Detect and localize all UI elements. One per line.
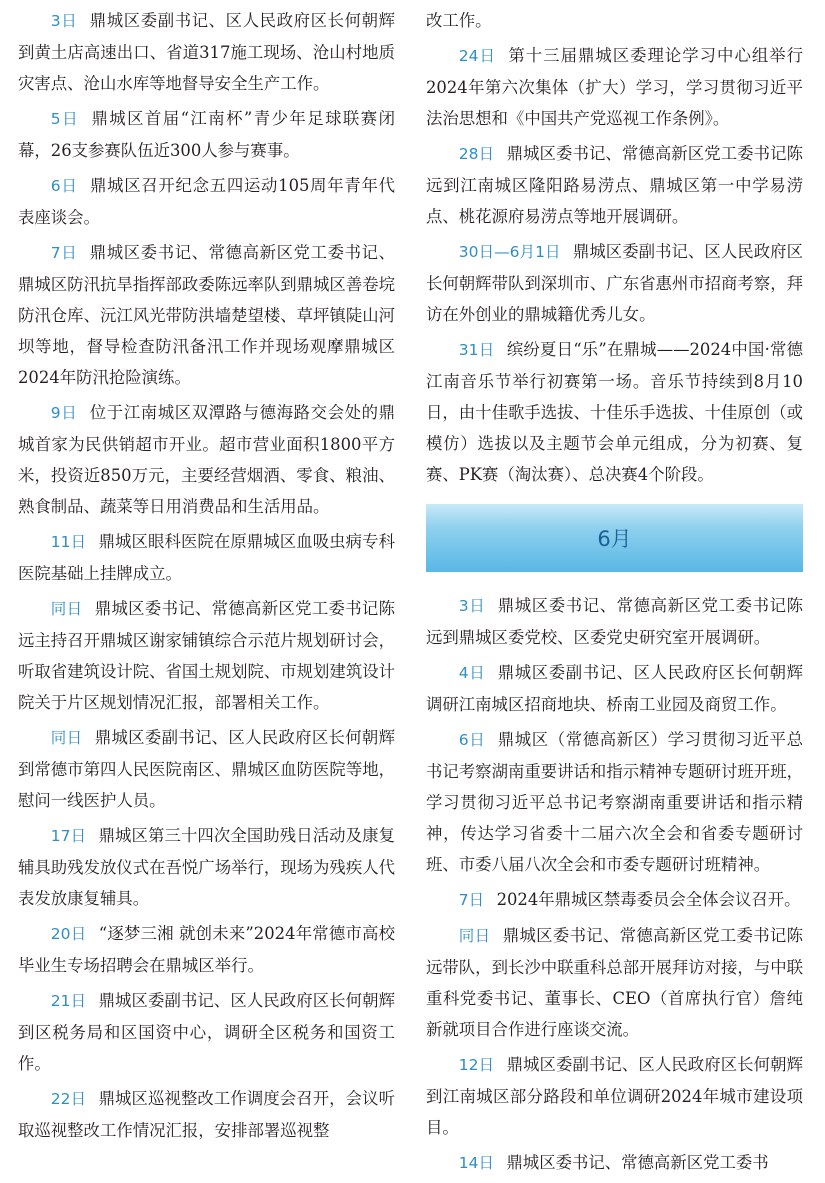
entry-may-6 [18, 170, 395, 233]
entry-may-20 [18, 918, 395, 981]
entry-text: 鼎城区委书记、常德高新区党工委书记陈远到江南城区隆阳路易涝点、鼎城区第一中学易涝点、桃花源府易涝点等地开展调研。 [426, 144, 803, 226]
entry-date: 22日 [50, 1090, 87, 1108]
entry-jun-12 [426, 1049, 803, 1143]
entry-date: 31日 [458, 341, 495, 359]
entry-text: 鼎城区委副书记、区人民政府区长何朝辉带队到深圳市、广东省惠州市招商考察，拜访在外创业的鼎城籍优秀儿女。 [426, 242, 803, 324]
entry-date: 14日 [458, 1154, 495, 1172]
entry-date: 7日 [458, 891, 485, 909]
entry-jun-7-b [426, 920, 803, 1045]
month-heading: 6月 [597, 527, 632, 551]
entry-date: 11日 [50, 533, 87, 551]
entry-text: 鼎城区眼科医院在原鼎城区血吸虫病专科医院基础上挂牌成立。 [18, 532, 395, 583]
entry-date: 28日 [458, 145, 495, 163]
entry-may-21 [18, 985, 395, 1079]
entry-text: 鼎城区委副书记、区人民政府区长何朝辉到黄土店高速出口、省道317施工现场、沧山村地质灾害点、沧山水库等地督导安全生产工作。 [18, 11, 395, 93]
entry-may-9 [18, 397, 395, 522]
entry-text: 鼎城区委副书记、区人民政府区长何朝辉到常德市第四人民医院南区、鼎城区血防医院等地，慰问一线医护人员。 [18, 728, 395, 810]
entry-date: 5日 [50, 110, 80, 128]
entry-jun-3 [426, 590, 803, 653]
entry-date: 30日—6月1日 [458, 243, 561, 261]
entry-text: 鼎城区第三十四次全国助残日活动及康复辅具助残发放仪式在吾悦广场举行，现场为残疾人代表发放康复辅具。 [18, 826, 395, 908]
entry-text: 鼎城区委副书记、区人民政府区长何朝辉调研江南城区招商地块、桥南工业园及商贸工作。 [426, 663, 803, 714]
entry-text: 鼎城区（常德高新区）学习贯彻习近平总书记考察湖南重要讲话和指示精神专题研讨班开班，学习贯彻习近平总书记考察湖南重要讲话和指示精神，传达学习省委十二届六次全会和省委专题研讨班、市委八届八次全会和市委专题研讨班精神。 [426, 730, 803, 874]
entry-may-11-c [18, 722, 395, 816]
entry-text: “逐梦三湘 就创未来”2024年常德市高校毕业生专场招聘会在鼎城区举行。 [18, 924, 395, 975]
entry-date: 17日 [50, 827, 87, 845]
entry-date: 6日 [50, 177, 78, 195]
entry-date: 同日 [50, 600, 83, 618]
entry-date: 12日 [458, 1056, 495, 1074]
entry-may-11 [18, 526, 395, 589]
entry-date: 3日 [458, 597, 486, 615]
entry-text: 鼎城区召开纪念五四运动105周年青年代表座谈会。 [18, 176, 395, 227]
month-heading-banner [426, 504, 803, 572]
entry-date: 21日 [50, 992, 87, 1010]
entry-jun-14 [426, 1147, 803, 1179]
entry-date: 7日 [50, 244, 78, 262]
entry-date: 6日 [458, 731, 486, 749]
entry-date: 3日 [50, 12, 78, 30]
entry-text: 鼎城区委副书记、区人民政府区长何朝辉到区税务局和区国资中心，调研全区税务和国资工作。 [18, 991, 395, 1073]
entry-jun-4 [426, 657, 803, 720]
entry-text: 鼎城区委书记、常德高新区党工委书记、鼎城区防汛抗旱指挥部政委陈远率队到鼎城区善卷垸防汛仓库、沅江风光带防洪墙楚望楼、草坪镇陡山河坝等地，督导检查防汛备汛工作并现场观摩鼎城区2024年防汛抢险演练。 [18, 243, 395, 387]
entry-jun-6 [426, 724, 803, 880]
entry-text: 鼎城区委书记、常德高新区党工委书记陈远主持召开鼎城区谢家铺镇综合示范片规划研讨会，听取省建筑设计院、省国土规划院、市规划建筑设计院关于片区规划情况汇报，部署相关工作。 [18, 599, 395, 712]
entry-continuation: 改工作。 [426, 11, 492, 30]
right-column [426, 5, 803, 1183]
entry-text: 鼎城区委书记、常德高新区党工委书记陈远到鼎城区委党校、区委党史研究室开展调研。 [426, 596, 803, 647]
entry-may-30 [426, 236, 803, 330]
entry-may-31 [426, 334, 803, 490]
entry-date: 同日 [50, 729, 83, 747]
entry-may-17 [18, 820, 395, 914]
entry-text: 鼎城区巡视整改工作调度会召开，会议听取巡视整改工作情况汇报，安排部署巡视整 [18, 1089, 395, 1140]
entry-date: 同日 [458, 927, 491, 945]
entry-may-28 [426, 138, 803, 232]
entry-may-11-b [18, 593, 395, 718]
entry-may-24 [426, 40, 803, 134]
entry-date: 20日 [50, 925, 87, 943]
entry-text: 第十三届鼎城区委理论学习中心组举行2024年第六次集体（扩大）学习，学习贯彻习近平法治思想和《中国共产党巡视工作条例》。 [426, 46, 803, 128]
entry-may-3 [18, 5, 395, 99]
entry-text: 鼎城区委书记、常德高新区党工委书记陈远带队，到长沙中联重科总部开展拜访对接，与中联重科党委书记、董事长、CEO（首席执行官）詹纯新就项目合作进行座谈交流。 [426, 926, 803, 1039]
entry-text: 鼎城区委副书记、区人民政府区长何朝辉到江南城区部分路段和单位调研2024年城市建设项目。 [426, 1055, 803, 1137]
entry-text: 位于江南城区双潭路与德海路交会处的鼎城首家为民供销超市开业。超市营业面积1800平方米，投资近850万元，主要经营烟酒、零食、粮油、熟食制品、蔬菜等日用消费品和生活用品。 [18, 403, 395, 516]
entry-date: 9日 [50, 404, 78, 422]
left-column [18, 5, 395, 1150]
entry-may-7 [18, 237, 395, 393]
entry-text: 鼎城区委书记、常德高新区党工委书 [506, 1153, 769, 1172]
entry-jun-7 [426, 884, 803, 916]
entry-text: 缤纷夏日“乐”在鼎城——2024中国·常德江南音乐节举行初赛第一场。音乐节持续到8月10日，由十佳歌手选拔、十佳乐手选拔、十佳原创（或模仿）选拔以及主题节会单元组成，分为初赛、复赛、PK赛（淘汰赛）、总决赛4个阶段。 [426, 340, 803, 484]
entry-text: 2024年鼎城区禁毒委员会全体会议召开。 [496, 890, 801, 909]
entry-may-22 [18, 1083, 395, 1146]
entry-date: 4日 [458, 664, 486, 682]
entry-may-5 [18, 103, 395, 166]
entry-date: 24日 [458, 47, 497, 65]
entry-text: 鼎城区首届“江南杯”青少年足球联赛闭幕，26支参赛队伍近300人参与赛事。 [18, 109, 395, 160]
